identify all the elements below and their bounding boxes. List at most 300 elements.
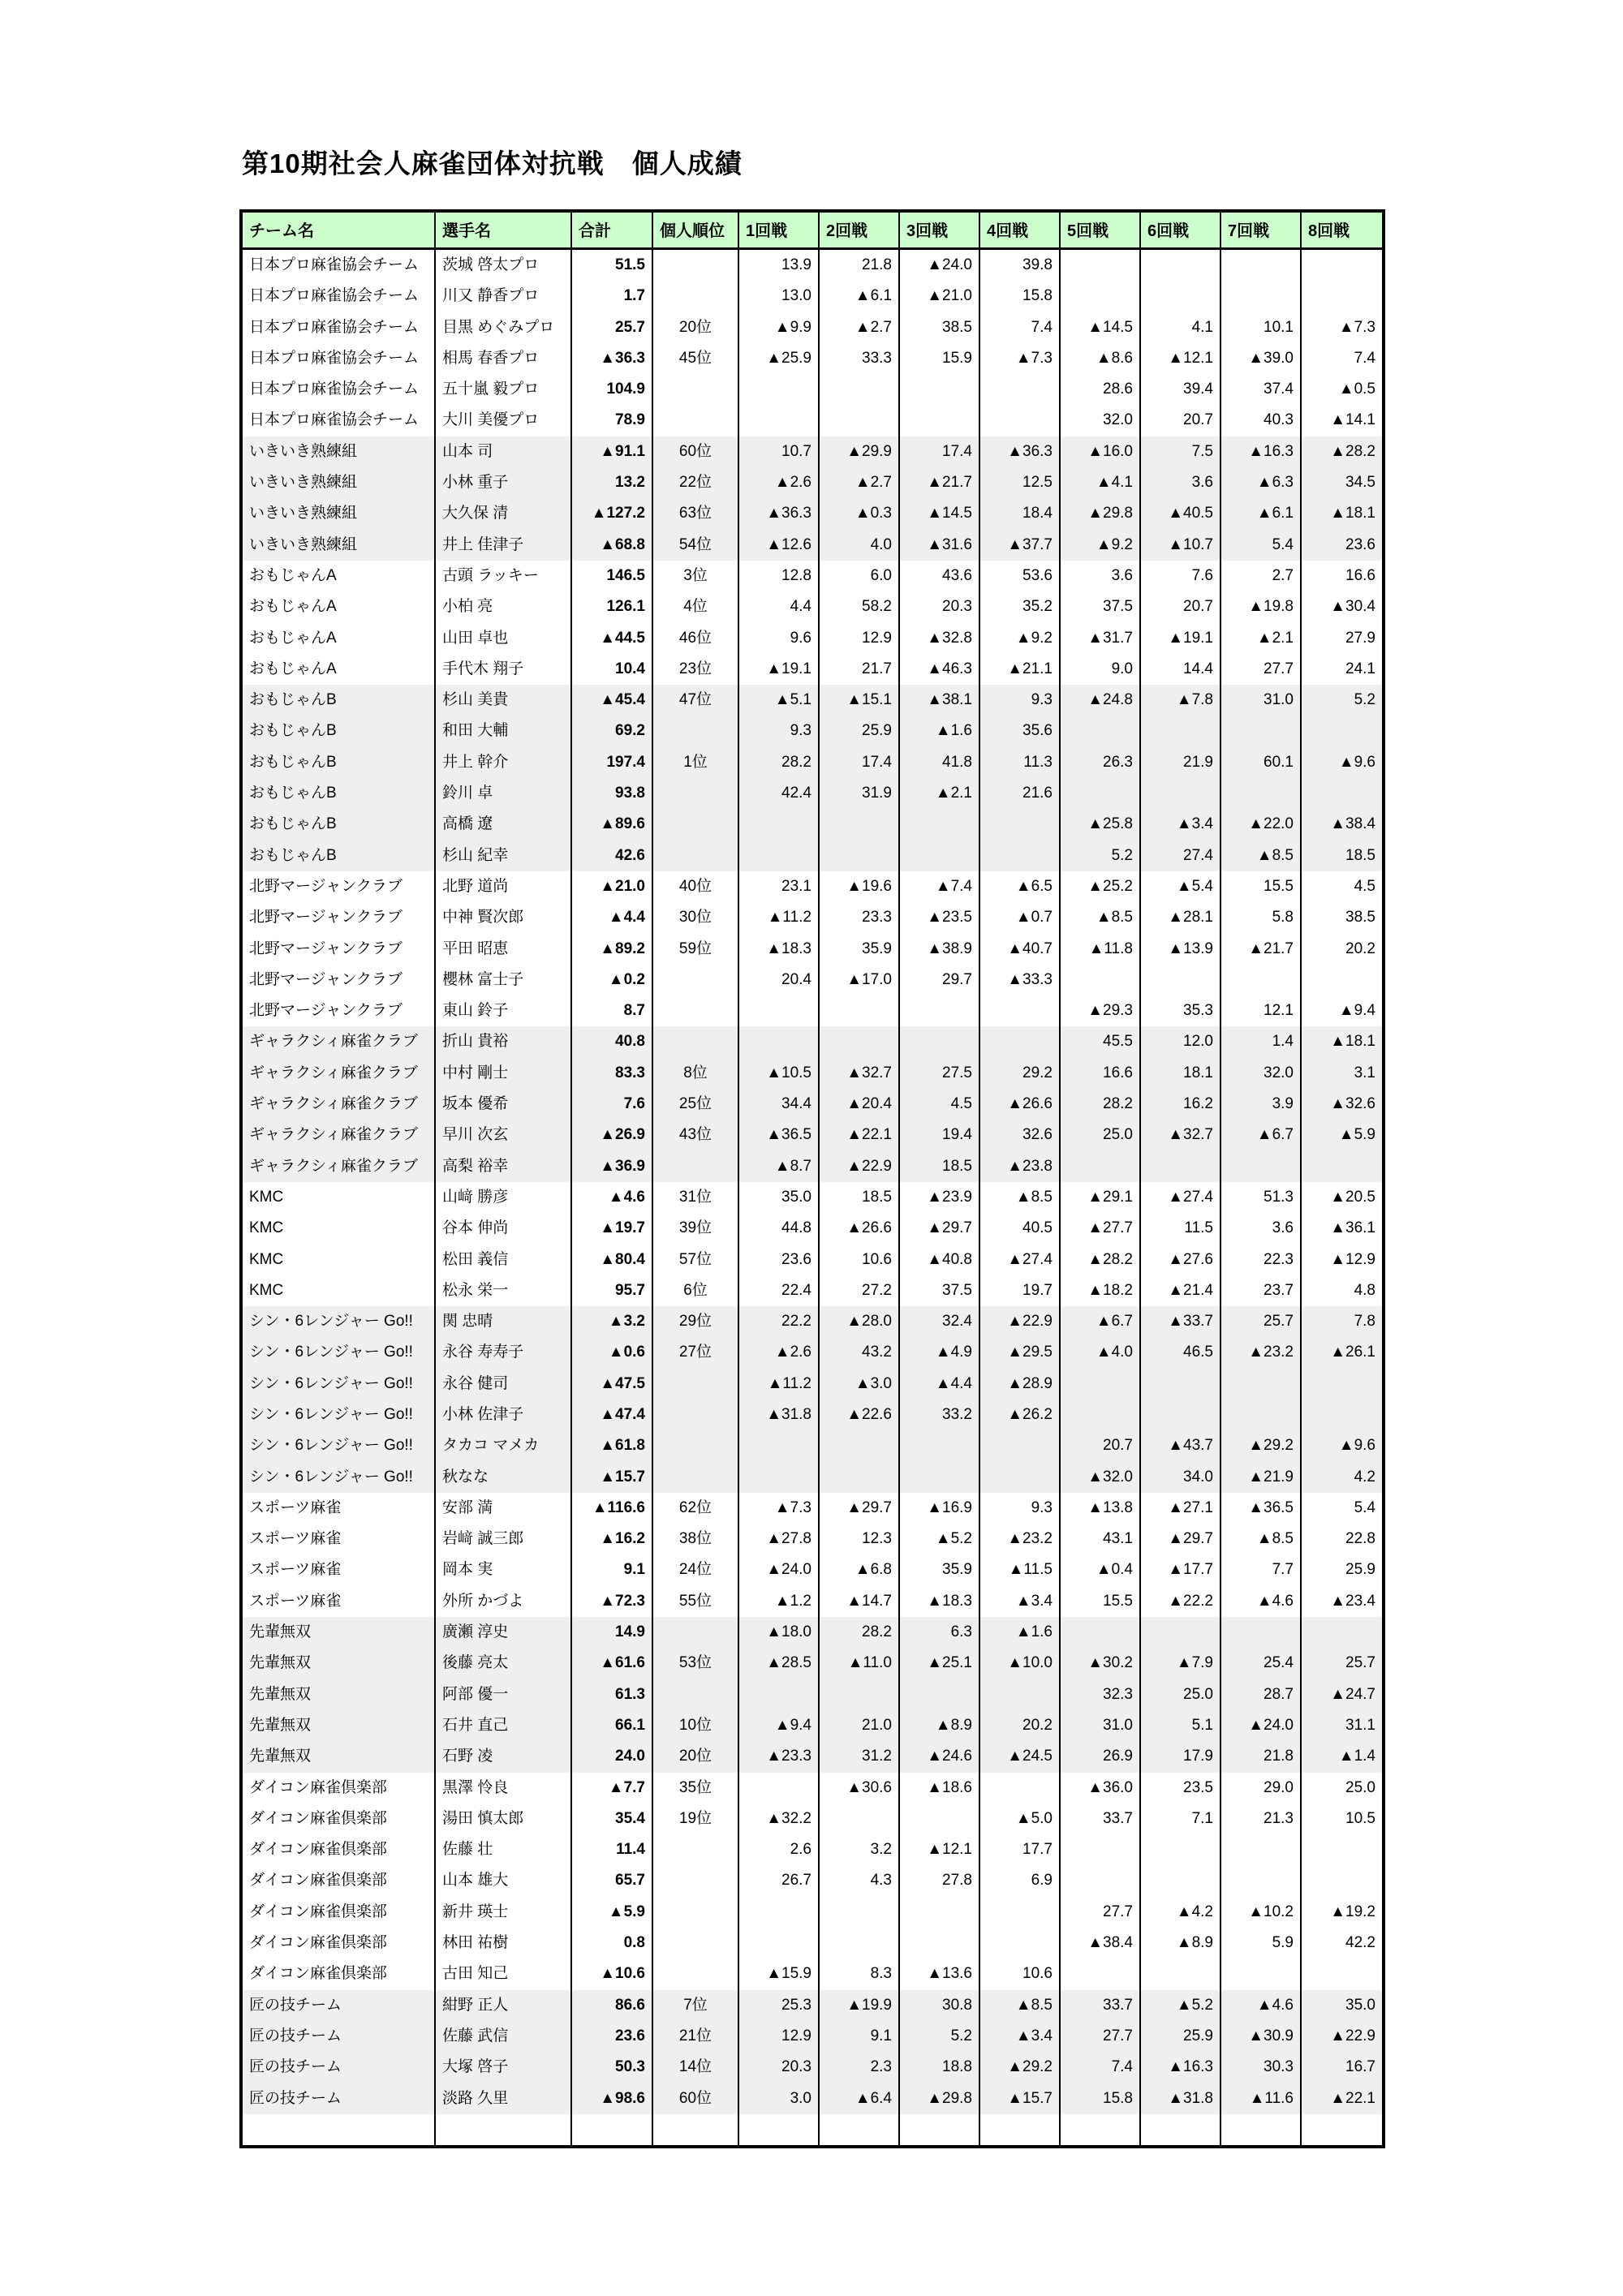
round-5-score: ▲18.2 bbox=[1061, 1275, 1141, 1306]
table-row bbox=[243, 2114, 1382, 2145]
round-6-score: ▲16.3 bbox=[1141, 2052, 1221, 2083]
round-6-score: 27.4 bbox=[1141, 841, 1221, 871]
individual-rank bbox=[653, 1151, 739, 1182]
table-row bbox=[243, 1617, 1382, 1648]
team-name: 日本プロ麻雀協会チーム bbox=[243, 281, 436, 312]
round-3-score: ▲23.9 bbox=[900, 1182, 980, 1213]
round-5-score: ▲4.0 bbox=[1061, 1337, 1141, 1368]
round-6-score bbox=[1141, 2114, 1221, 2145]
team-name: 日本プロ麻雀協会チーム bbox=[243, 312, 436, 343]
round-1-score bbox=[739, 1897, 820, 1928]
round-8-score bbox=[1302, 1958, 1382, 1989]
round-4-score: ▲22.9 bbox=[980, 1306, 1061, 1337]
individual-rank: 35位 bbox=[653, 1773, 739, 1804]
table-row bbox=[243, 374, 1382, 405]
round-2-score: ▲29.7 bbox=[820, 1493, 900, 1524]
individual-rank bbox=[653, 1928, 739, 1958]
round-4-score: ▲6.5 bbox=[980, 871, 1061, 902]
round-2-score: ▲26.6 bbox=[820, 1213, 900, 1244]
round-7-score: 5.4 bbox=[1221, 530, 1302, 561]
individual-rank bbox=[653, 1834, 739, 1865]
round-6-score: ▲12.1 bbox=[1141, 343, 1221, 374]
round-1-score: 22.4 bbox=[739, 1275, 820, 1306]
round-4-score bbox=[980, 1897, 1061, 1928]
round-5-score: 27.7 bbox=[1061, 2021, 1141, 2052]
round-7-score: ▲8.5 bbox=[1221, 841, 1302, 871]
round-8-score: 4.8 bbox=[1354, 1281, 1375, 1299]
round-1-score: 12.9 bbox=[739, 2021, 820, 2052]
individual-rank: 20位 bbox=[653, 312, 739, 343]
total-score: ▲61.8 bbox=[572, 1430, 653, 1461]
player-name: 松永 栄一 bbox=[436, 1275, 572, 1306]
round-5-score: 25.0 bbox=[1061, 1120, 1141, 1150]
individual-rank bbox=[653, 965, 739, 995]
round-1-score: ▲2.6 bbox=[739, 467, 820, 498]
round-4-score: 15.8 bbox=[980, 281, 1061, 312]
round-5-score: ▲28.2 bbox=[1061, 1245, 1141, 1275]
round-4-score: ▲11.5 bbox=[980, 1554, 1061, 1585]
player-name: 松田 義信 bbox=[436, 1245, 572, 1275]
player-name: 小柏 亮 bbox=[436, 591, 572, 622]
total-score: ▲10.6 bbox=[572, 1958, 653, 1989]
team-name: ギャラクシィ麻雀クラブ bbox=[243, 1026, 436, 1057]
table-row bbox=[243, 685, 1382, 716]
round-8-score: ▲9.6 bbox=[1338, 1437, 1375, 1455]
round-3-score: 15.9 bbox=[900, 343, 980, 374]
round-3-score bbox=[900, 1928, 980, 1958]
round-8-score: ▲36.1 bbox=[1330, 1219, 1375, 1237]
round-6-score: ▲28.1 bbox=[1141, 902, 1221, 933]
round-6-score bbox=[1141, 716, 1221, 746]
round-2-score: ▲14.7 bbox=[820, 1586, 900, 1617]
round-6-score: ▲27.6 bbox=[1141, 1245, 1221, 1275]
round-5-score: ▲29.8 bbox=[1061, 498, 1141, 529]
round-7-score: 32.0 bbox=[1221, 1058, 1302, 1089]
round-2-score: ▲6.1 bbox=[820, 281, 900, 312]
individual-rank: 8位 bbox=[653, 1058, 739, 1089]
round-6-score bbox=[1141, 1400, 1221, 1430]
round-3-score: 29.7 bbox=[900, 965, 980, 995]
team-name: 先輩無双 bbox=[243, 1617, 436, 1648]
player-name: 谷本 伸尚 bbox=[436, 1213, 572, 1244]
round-1-score: 12.8 bbox=[739, 561, 820, 591]
total-score: 8.7 bbox=[572, 995, 653, 1026]
round-7-score bbox=[1221, 1151, 1302, 1182]
round-3-score: 30.8 bbox=[900, 1990, 980, 2021]
individual-rank: 57位 bbox=[653, 1245, 739, 1275]
round-6-score: 16.2 bbox=[1141, 1089, 1221, 1120]
team-name: おもじゃんB bbox=[243, 841, 436, 871]
individual-rank: 6位 bbox=[653, 1275, 739, 1306]
individual-rank: 60位 bbox=[653, 436, 739, 467]
round-2-score: ▲22.1 bbox=[820, 1120, 900, 1150]
table-row bbox=[243, 1958, 1382, 1989]
column-header-round-6: 6回戦 bbox=[1141, 213, 1221, 247]
round-2-score: 4.3 bbox=[820, 1865, 900, 1896]
player-name: 大川 美優プロ bbox=[436, 405, 572, 436]
player-name: 川又 静香プロ bbox=[436, 281, 572, 312]
round-4-score: ▲7.3 bbox=[980, 343, 1061, 374]
total-score: ▲15.7 bbox=[572, 1462, 653, 1493]
table-row bbox=[243, 1586, 1382, 1617]
round-4-score bbox=[980, 405, 1061, 436]
total-score: ▲36.9 bbox=[572, 1151, 653, 1182]
round-5-score: ▲6.7 bbox=[1061, 1306, 1141, 1337]
player-name: 安部 満 bbox=[436, 1493, 572, 1524]
total-score: 10.4 bbox=[572, 654, 653, 685]
round-5-score bbox=[1061, 1865, 1141, 1896]
round-1-score bbox=[739, 1928, 820, 1958]
table-row bbox=[243, 436, 1382, 467]
player-name: 小林 佐津子 bbox=[436, 1400, 572, 1430]
team-name: KMC bbox=[243, 1275, 436, 1306]
round-4-score bbox=[980, 1026, 1061, 1057]
round-7-score bbox=[1221, 1617, 1302, 1648]
table-row bbox=[243, 1058, 1382, 1089]
round-3-score bbox=[900, 809, 980, 840]
round-8-score: ▲26.1 bbox=[1330, 1344, 1375, 1361]
team-name: 先輩無双 bbox=[243, 1648, 436, 1679]
player-name: 廣瀬 淳史 bbox=[436, 1617, 572, 1648]
round-1-score: ▲27.8 bbox=[739, 1524, 820, 1554]
round-7-score: ▲2.1 bbox=[1221, 623, 1302, 654]
total-score: ▲68.8 bbox=[572, 530, 653, 561]
round-3-score: ▲38.9 bbox=[900, 934, 980, 965]
round-8-score bbox=[1302, 1151, 1382, 1182]
round-5-score: ▲16.0 bbox=[1061, 436, 1141, 467]
round-2-score: 3.2 bbox=[820, 1834, 900, 1865]
total-score bbox=[572, 2114, 653, 2145]
team-name: いきいき熟練組 bbox=[243, 530, 436, 561]
individual-rank: 20位 bbox=[653, 1741, 739, 1772]
round-5-score: 31.0 bbox=[1061, 1710, 1141, 1741]
column-header-round-2: 2回戦 bbox=[820, 213, 900, 247]
round-1-score: 26.7 bbox=[739, 1865, 820, 1896]
round-1-score: 10.7 bbox=[739, 436, 820, 467]
table-row bbox=[243, 809, 1382, 840]
team-name: ダイコン麻雀倶楽部 bbox=[243, 1928, 436, 1958]
round-8-score: 7.4 bbox=[1354, 349, 1375, 367]
team-name: 匠の技チーム bbox=[243, 1990, 436, 2021]
round-6-score bbox=[1141, 1958, 1221, 1989]
individual-rank: 38位 bbox=[653, 1524, 739, 1554]
round-3-score: 37.5 bbox=[900, 1275, 980, 1306]
round-7-score: 10.1 bbox=[1221, 312, 1302, 343]
table-row bbox=[243, 1804, 1382, 1834]
total-score: 69.2 bbox=[572, 716, 653, 746]
team-name: 先輩無双 bbox=[243, 1741, 436, 1772]
player-name: 山﨑 勝彦 bbox=[436, 1182, 572, 1213]
player-name: 古頭 ラッキー bbox=[436, 561, 572, 591]
round-3-score: ▲23.5 bbox=[900, 902, 980, 933]
table-row bbox=[243, 1554, 1382, 1585]
team-name: おもじゃんB bbox=[243, 809, 436, 840]
round-2-score: 9.1 bbox=[820, 2021, 900, 2052]
round-4-score bbox=[980, 841, 1061, 871]
round-7-score: 7.7 bbox=[1221, 1554, 1302, 1585]
round-6-score bbox=[1141, 1865, 1221, 1896]
round-6-score: 11.5 bbox=[1141, 1213, 1221, 1244]
round-4-score: 39.8 bbox=[980, 250, 1061, 281]
round-3-score: 38.5 bbox=[900, 312, 980, 343]
round-1-score: 34.4 bbox=[739, 1089, 820, 1120]
player-name: 外所 かづよ bbox=[436, 1586, 572, 1617]
round-3-score bbox=[900, 1430, 980, 1461]
individual-rank bbox=[653, 1958, 739, 1989]
table-row bbox=[243, 312, 1382, 343]
round-4-score: ▲29.5 bbox=[980, 1337, 1061, 1368]
round-8-score: 5.4 bbox=[1354, 1498, 1375, 1516]
team-name: KMC bbox=[243, 1182, 436, 1213]
table-row bbox=[243, 1337, 1382, 1368]
player-name: 和田 大輔 bbox=[436, 716, 572, 746]
team-name: ギャラクシィ麻雀クラブ bbox=[243, 1151, 436, 1182]
total-score: 0.8 bbox=[572, 1928, 653, 1958]
team-name: おもじゃんB bbox=[243, 716, 436, 746]
round-3-score: ▲2.1 bbox=[900, 778, 980, 809]
round-1-score: ▲31.8 bbox=[739, 1400, 820, 1430]
round-6-score bbox=[1141, 965, 1221, 995]
individual-rank: 24位 bbox=[653, 1554, 739, 1585]
round-5-score: 27.7 bbox=[1061, 1897, 1141, 1928]
player-name: 目黒 めぐみプロ bbox=[436, 312, 572, 343]
round-2-score: 17.4 bbox=[820, 747, 900, 778]
total-score: 51.5 bbox=[572, 250, 653, 281]
table-row bbox=[243, 1120, 1382, 1150]
player-name: 手代木 翔子 bbox=[436, 654, 572, 685]
individual-rank: 31位 bbox=[653, 1182, 739, 1213]
round-7-score: 12.1 bbox=[1221, 995, 1302, 1026]
total-score: 40.8 bbox=[572, 1026, 653, 1057]
table-row bbox=[243, 1213, 1382, 1244]
round-3-score: ▲32.8 bbox=[900, 623, 980, 654]
team-name: スポーツ麻雀 bbox=[243, 1524, 436, 1554]
round-3-score: 43.6 bbox=[900, 561, 980, 591]
round-1-score: ▲12.6 bbox=[739, 530, 820, 561]
round-5-score: 33.7 bbox=[1061, 1804, 1141, 1834]
round-8-score: 25.9 bbox=[1345, 1561, 1375, 1579]
round-6-score: 17.9 bbox=[1141, 1741, 1221, 1772]
round-1-score bbox=[739, 1430, 820, 1461]
round-7-score bbox=[1221, 1958, 1302, 1989]
table-row bbox=[243, 2083, 1382, 2114]
round-3-score: 19.4 bbox=[900, 1120, 980, 1150]
team-name: 日本プロ麻雀協会チーム bbox=[243, 343, 436, 374]
total-score: ▲127.2 bbox=[572, 498, 653, 529]
round-2-score: 35.9 bbox=[820, 934, 900, 965]
round-7-score: 51.3 bbox=[1221, 1182, 1302, 1213]
round-2-score: ▲2.7 bbox=[820, 467, 900, 498]
table-row bbox=[243, 281, 1382, 312]
round-8-score: 27.9 bbox=[1345, 629, 1375, 647]
round-7-score bbox=[1221, 1834, 1302, 1865]
round-5-score: ▲25.2 bbox=[1061, 871, 1141, 902]
total-score: 93.8 bbox=[572, 778, 653, 809]
round-3-score: 41.8 bbox=[900, 747, 980, 778]
player-name: 茨城 啓太プロ bbox=[436, 250, 572, 281]
round-7-score: 60.1 bbox=[1221, 747, 1302, 778]
round-8-score: 25.7 bbox=[1345, 1654, 1375, 1672]
round-7-score: ▲19.8 bbox=[1221, 591, 1302, 622]
round-2-score: 33.3 bbox=[820, 343, 900, 374]
player-name: 小林 重子 bbox=[436, 467, 572, 498]
round-2-score bbox=[820, 1804, 900, 1834]
player-name: 秋なな bbox=[436, 1462, 572, 1493]
round-2-score bbox=[820, 995, 900, 1026]
round-5-score: ▲9.2 bbox=[1061, 530, 1141, 561]
round-1-score: 13.0 bbox=[739, 281, 820, 312]
individual-rank: 47位 bbox=[653, 685, 739, 716]
round-2-score: ▲30.6 bbox=[820, 1773, 900, 1804]
round-2-score bbox=[820, 1679, 900, 1710]
round-8-score: 34.5 bbox=[1345, 474, 1375, 492]
round-8-score: ▲19.2 bbox=[1330, 1903, 1375, 1920]
round-3-score: ▲46.3 bbox=[900, 654, 980, 685]
column-header-round-1: 1回戦 bbox=[739, 213, 820, 247]
team-name: 匠の技チーム bbox=[243, 2021, 436, 2052]
round-1-score bbox=[739, 809, 820, 840]
table-row bbox=[243, 1182, 1382, 1213]
individual-rank: 27位 bbox=[653, 1337, 739, 1368]
individual-rank bbox=[653, 374, 739, 405]
round-5-score: ▲0.4 bbox=[1061, 1554, 1141, 1585]
round-8-score: 31.1 bbox=[1345, 1716, 1375, 1734]
round-8-score bbox=[1302, 1369, 1382, 1400]
player-name: 山本 雄大 bbox=[436, 1865, 572, 1896]
round-8-score: 18.5 bbox=[1345, 846, 1375, 864]
round-2-score: ▲22.6 bbox=[820, 1400, 900, 1430]
team-name: おもじゃんA bbox=[243, 654, 436, 685]
round-8-score bbox=[1302, 2114, 1382, 2145]
team-name: ダイコン麻雀倶楽部 bbox=[243, 1958, 436, 1989]
round-5-score: ▲32.0 bbox=[1061, 1462, 1141, 1493]
round-8-score: ▲9.4 bbox=[1338, 1002, 1375, 1020]
player-name: 阿部 優一 bbox=[436, 1679, 572, 1710]
round-7-score: 3.9 bbox=[1221, 1089, 1302, 1120]
round-2-score: 27.2 bbox=[820, 1275, 900, 1306]
total-score: 83.3 bbox=[572, 1058, 653, 1089]
column-header-round-8: 8回戦 bbox=[1308, 222, 1350, 240]
column-header-player: 選手名 bbox=[436, 213, 572, 247]
table-row bbox=[243, 1710, 1382, 1741]
round-1-score: 13.9 bbox=[739, 250, 820, 281]
round-6-score: ▲5.4 bbox=[1141, 871, 1221, 902]
round-6-score: 39.4 bbox=[1141, 374, 1221, 405]
round-4-score: 19.7 bbox=[980, 1275, 1061, 1306]
table-row bbox=[243, 1773, 1382, 1804]
round-1-score: ▲2.6 bbox=[739, 1337, 820, 1368]
player-name: 山本 司 bbox=[436, 436, 572, 467]
round-7-score bbox=[1221, 778, 1302, 809]
total-score: ▲45.4 bbox=[572, 685, 653, 716]
player-name: 鈴川 卓 bbox=[436, 778, 572, 809]
team-name: 匠の技チーム bbox=[243, 2052, 436, 2083]
team-name: ギャラクシィ麻雀クラブ bbox=[243, 1120, 436, 1150]
table-row bbox=[243, 2052, 1382, 2083]
total-score: ▲47.4 bbox=[572, 1400, 653, 1430]
round-3-score: ▲16.9 bbox=[900, 1493, 980, 1524]
table-row bbox=[243, 654, 1382, 685]
total-score: 35.4 bbox=[572, 1804, 653, 1834]
individual-rank: 62位 bbox=[653, 1493, 739, 1524]
round-4-score bbox=[980, 2114, 1061, 2145]
individual-rank: 54位 bbox=[653, 530, 739, 561]
round-5-score: ▲25.8 bbox=[1061, 809, 1141, 840]
player-name: タカコ マメカ bbox=[436, 1430, 572, 1461]
round-7-score bbox=[1221, 281, 1302, 312]
team-name: スポーツ麻雀 bbox=[243, 1493, 436, 1524]
round-7-score bbox=[1221, 250, 1302, 281]
individual-rank: 53位 bbox=[653, 1648, 739, 1679]
player-name: 中村 剛士 bbox=[436, 1058, 572, 1089]
player-name: 石井 直己 bbox=[436, 1710, 572, 1741]
round-4-score: ▲26.2 bbox=[980, 1400, 1061, 1430]
round-8-score: ▲7.3 bbox=[1338, 318, 1375, 336]
round-1-score bbox=[739, 1679, 820, 1710]
round-4-score: ▲29.2 bbox=[980, 2052, 1061, 2083]
table-row bbox=[243, 1679, 1382, 1710]
round-1-score: 28.2 bbox=[739, 747, 820, 778]
player-name: 関 忠晴 bbox=[436, 1306, 572, 1337]
table-row bbox=[243, 561, 1382, 591]
team-name: シン・6レンジャー Go!! bbox=[243, 1462, 436, 1493]
round-8-score bbox=[1302, 1865, 1382, 1896]
round-3-score: ▲1.6 bbox=[900, 716, 980, 746]
round-6-score: ▲10.7 bbox=[1141, 530, 1221, 561]
round-6-score bbox=[1141, 281, 1221, 312]
round-7-score: 15.5 bbox=[1221, 871, 1302, 902]
round-8-score: ▲28.2 bbox=[1330, 442, 1375, 460]
player-name: 北野 道尚 bbox=[436, 871, 572, 902]
round-7-score: ▲11.6 bbox=[1221, 2083, 1302, 2114]
round-6-score: ▲8.9 bbox=[1141, 1928, 1221, 1958]
individual-rank bbox=[653, 809, 739, 840]
round-8-score: ▲14.1 bbox=[1330, 411, 1375, 429]
round-5-score bbox=[1061, 281, 1141, 312]
table-row bbox=[243, 995, 1382, 1026]
round-2-score: 8.3 bbox=[820, 1958, 900, 1989]
total-score: 14.9 bbox=[572, 1617, 653, 1648]
round-2-score: ▲19.9 bbox=[820, 1990, 900, 2021]
round-6-score: 3.6 bbox=[1141, 467, 1221, 498]
round-8-score: 25.0 bbox=[1345, 1778, 1375, 1796]
column-header-round-5: 5回戦 bbox=[1061, 213, 1141, 247]
round-4-score: ▲28.9 bbox=[980, 1369, 1061, 1400]
round-4-score: 7.4 bbox=[980, 312, 1061, 343]
round-5-score: 7.4 bbox=[1061, 2052, 1141, 2083]
round-4-score: ▲3.4 bbox=[980, 2021, 1061, 2052]
individual-rank: 29位 bbox=[653, 1306, 739, 1337]
player-name: 紺野 正人 bbox=[436, 1990, 572, 2021]
total-score: ▲36.3 bbox=[572, 343, 653, 374]
round-1-score: 4.4 bbox=[739, 591, 820, 622]
round-7-score: 21.8 bbox=[1221, 1741, 1302, 1772]
individual-rank: 22位 bbox=[653, 467, 739, 498]
round-1-score: ▲18.0 bbox=[739, 1617, 820, 1648]
round-2-score: 31.2 bbox=[820, 1741, 900, 1772]
individual-rank: 40位 bbox=[653, 871, 739, 902]
round-8-score bbox=[1302, 1400, 1382, 1430]
round-3-score bbox=[900, 1804, 980, 1834]
round-4-score: ▲36.3 bbox=[980, 436, 1061, 467]
round-1-score: ▲23.3 bbox=[739, 1741, 820, 1772]
round-3-score: ▲29.8 bbox=[900, 2083, 980, 2114]
team-name: 北野マージャンクラブ bbox=[243, 965, 436, 995]
table-row bbox=[243, 1462, 1382, 1493]
round-4-score: 9.3 bbox=[980, 685, 1061, 716]
round-5-score bbox=[1061, 1617, 1141, 1648]
round-7-score: 29.0 bbox=[1221, 1773, 1302, 1804]
